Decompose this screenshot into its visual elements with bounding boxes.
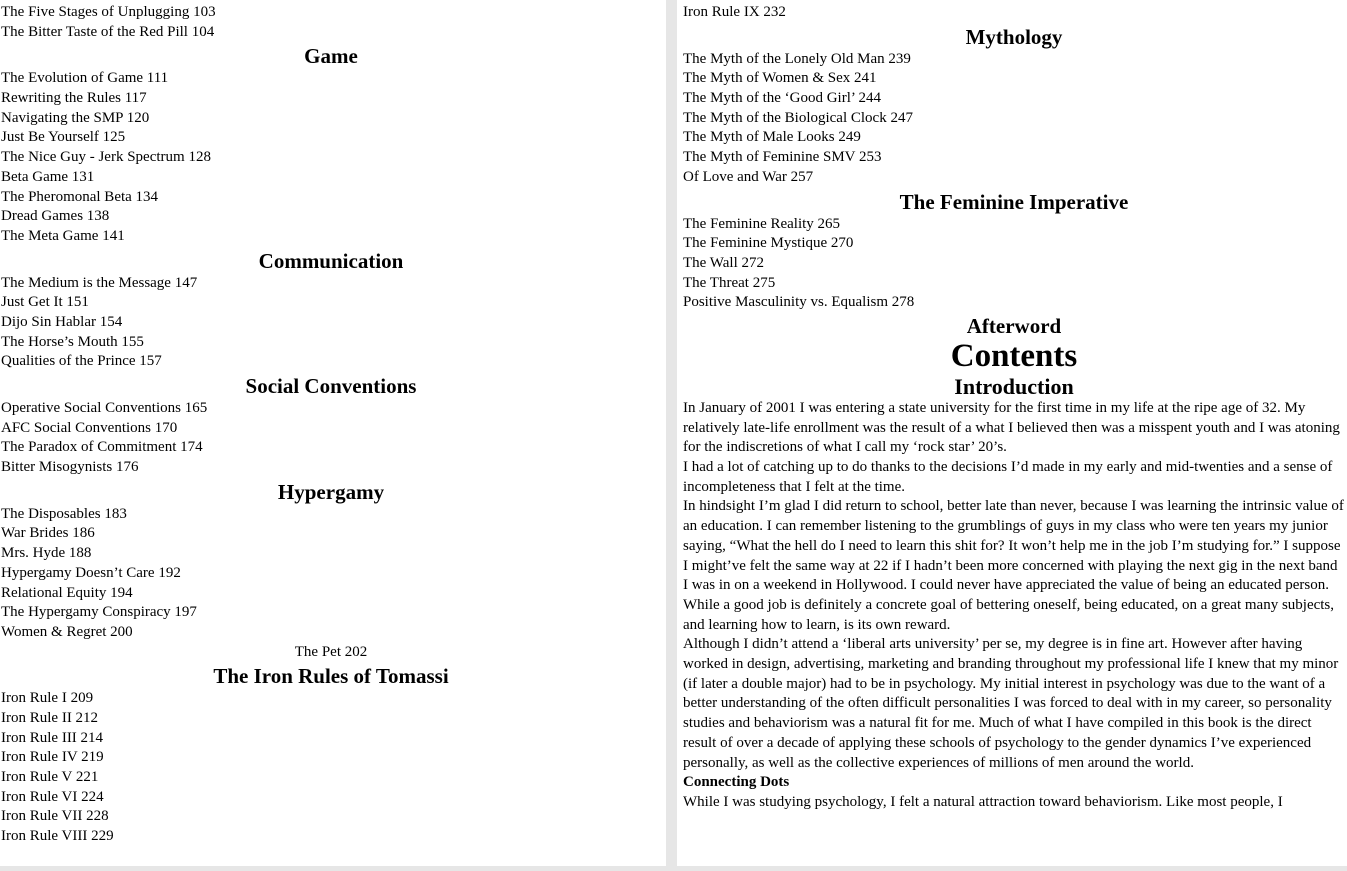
- section-heading-mythology: Mythology: [965, 24, 1063, 49]
- toc-entry: The Myth of the ‘Good Girl’ 244: [683, 90, 882, 107]
- toc-entry: The Horse’s Mouth 155: [1, 333, 144, 350]
- toc-entry: The Myth of the Lonely Old Man 239: [683, 50, 911, 67]
- toc-entry: The Disposables 183: [1, 505, 127, 522]
- toc-entry: The Nice Guy - Jerk Spectrum 128: [1, 149, 211, 166]
- toc-entry: Iron Rule II 212: [1, 709, 99, 726]
- toc-entry: Hypergamy Doesn’t Care 192: [1, 564, 181, 581]
- toc-entry: Positive Masculinity vs. Equalism 278: [683, 294, 915, 311]
- toc-entry: The Wall 272: [683, 254, 764, 271]
- toc-entry: Rewriting the Rules 117: [1, 90, 147, 107]
- toc-entry: Iron Rule V 221: [1, 769, 99, 785]
- section-heading-game: Game: [304, 44, 358, 69]
- toc-entry: Iron Rule VIII 229: [1, 828, 114, 845]
- right-page: [677, 0, 1347, 866]
- toc-entry: The Myth of the Biological Clock 247: [683, 109, 913, 126]
- toc-entry: Bitter Misogynists 176: [1, 459, 139, 476]
- toc-entry: AFC Social Conventions 170: [1, 419, 178, 436]
- toc-entry: Qualities of the Prince 157: [1, 353, 162, 370]
- toc-entry: The Medium is the Message 147: [1, 274, 198, 291]
- toc-entry: War Brides 186: [1, 525, 95, 542]
- left-page: [0, 0, 666, 866]
- body-paragraph: Although I didn’t attend a ‘liberal arts university’ per se, my degree is in fine art. However after having worked in design, advertising, marketing and branding throughout my professional life I knew that my minor (if later a double major) had to be in psychology. My initial interest in psychology was due to the want of a better understanding of the often difficult personalities I was forced to deal with in my career, so personality studies and behaviorism was a natural fit for me. Much of what I have compiled in this book is the direct result of over a decade of applying these schools of psychology to the gender dynamics I’ve experienced personally, as well as the collective experiences of millions of men around the world.: [683, 636, 1339, 771]
- toc-entry: The Meta Game 141: [1, 227, 125, 244]
- toc-entry: The Myth of Feminine SMV 253: [683, 149, 882, 166]
- toc-entry: Dread Games 138: [1, 208, 110, 225]
- body-paragraph: In hindsight I’m glad I did return to school, better late than never, because I was learning the intrinsic value of an education. I can remember listening to the grumblings of guys in my class who were ten years my junior saying, “What the hell do I need to learn this shit for? It won’t help me in the job I’m studying for.” I suppose I might’ve felt the same way at 22 if I hadn’t been more concerned with playing the next gig in the next band I was in on a weekend in Hollywood. I could never have appreciated the value of being an educated person. While a good job is definitely a concrete goal of bettering oneself, being educated, on a great many subjects, and learning how to learn, is its own reward.: [683, 498, 1344, 633]
- toc-entry: Women & Regret 200: [1, 623, 133, 640]
- right-page-content: [683, 3, 1345, 813]
- toc-entry: The Feminine Mystique 270: [683, 235, 854, 252]
- introduction-heading: Introduction: [954, 373, 1074, 399]
- toc-entry: The Evolution of Game 111: [1, 70, 169, 87]
- toc-entry: Mrs. Hyde 188: [1, 545, 92, 562]
- left-page-content: [1, 3, 661, 847]
- toc-entry: Iron Rule IX 232: [683, 4, 786, 20]
- toc-entry: Iron Rule VI 224: [1, 788, 104, 805]
- section-heading-feminine-imperative: The Feminine Imperative: [899, 189, 1129, 214]
- toc-entry: Iron Rule VII 228: [1, 808, 109, 825]
- toc-entry: Operative Social Conventions 165: [1, 400, 208, 416]
- section-heading-iron-rules: The Iron Rules of Tomassi: [213, 664, 449, 689]
- toc-entry: The Feminine Reality 265: [683, 215, 841, 232]
- toc-entry: The Myth of Women & Sex 241: [683, 70, 877, 87]
- section-heading-hypergamy: Hypergamy: [277, 479, 385, 504]
- subheading: Connecting Dots: [683, 774, 790, 791]
- section-heading-social-conventions: Social Conventions: [245, 374, 417, 398]
- body-paragraph: In January of 2001 I was entering a state university for the first time in my life at the ripe age of 32. My relatively late-life enrollment was the result of a what I believed then was a misspent youth and I was atoning for the indiscretions of what I call my ‘rock star’ 20’s.: [683, 399, 1340, 456]
- body-paragraph: While I was studying psychology, I felt a natural attraction toward behaviorism. Like most people, I: [683, 794, 1283, 810]
- toc-entry: Navigating the SMP 120: [1, 109, 150, 126]
- contents-heading: Contents: [950, 337, 1078, 374]
- toc-entry: Dijo Sin Hablar 154: [1, 313, 123, 330]
- afterword-heading: Afterword: [966, 313, 1062, 338]
- body-paragraph: I had a lot of catching up to do thanks to the decisions I’d made in my early and mid-twenties and a sense of incompleteness that I felt at the time.: [683, 459, 1333, 495]
- toc-entry: The Bitter Taste of the Red Pill 104: [1, 23, 215, 40]
- toc-entry: Just Get It 151: [1, 294, 89, 311]
- section-heading-communication: Communication: [258, 248, 404, 273]
- toc-entry: The Myth of Male Looks 249: [683, 129, 861, 146]
- toc-entry: Iron Rule III 214: [1, 729, 104, 746]
- toc-entry: Just Be Yourself 125: [1, 129, 126, 146]
- toc-entry: The Hypergamy Conspiracy 197: [1, 604, 197, 621]
- toc-entry: Iron Rule I 209: [1, 690, 94, 707]
- toc-entry: Of Love and War 257: [683, 168, 814, 185]
- toc-entry: The Threat 275: [683, 274, 776, 291]
- toc-entry-centered: The Pet 202: [294, 643, 368, 660]
- toc-entry: Iron Rule IV 219: [1, 749, 104, 766]
- toc-entry: Relational Equity 194: [1, 584, 133, 601]
- toc-entry: The Pheromonal Beta 134: [1, 188, 159, 205]
- toc-entry: The Five Stages of Unplugging 103: [1, 4, 216, 20]
- toc-entry: The Paradox of Commitment 174: [1, 439, 203, 456]
- toc-entry: Beta Game 131: [1, 168, 95, 185]
